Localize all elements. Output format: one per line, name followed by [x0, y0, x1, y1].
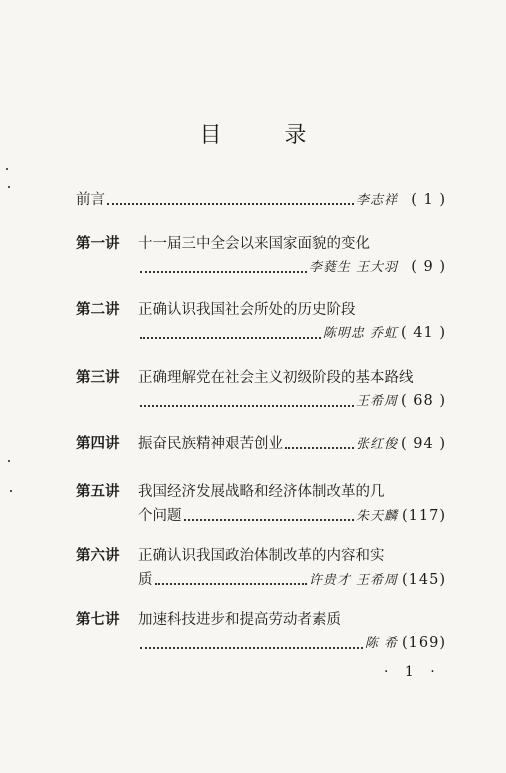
lecture-number: 第二讲: [76, 301, 120, 318]
lecture-number: 第七讲: [76, 611, 120, 628]
leader-dots: [140, 337, 321, 339]
entry-title: 正确理解党在社会主义初级阶段的基本路线: [138, 370, 414, 386]
entry-title: 我国经济发展战略和经济体制改革的几: [138, 484, 385, 500]
leader-dots: [140, 271, 307, 273]
toc-entry-lecture-2: [76, 298, 446, 346]
entry-title: 正确认识我国政治体制改革的内容和实: [138, 548, 385, 564]
entry-page: ( 9 ): [411, 259, 446, 275]
lecture-number: 第三讲: [76, 369, 120, 386]
entry-page: (169): [402, 635, 446, 651]
entry-author: 张红俊: [355, 437, 398, 452]
entry-title: 前言: [76, 192, 105, 208]
leader-dots: [155, 583, 307, 585]
lecture-number: 第六讲: [76, 547, 120, 564]
leader-dots: [140, 405, 354, 407]
leader-dots: [184, 519, 354, 521]
entry-page: ( 1 ): [411, 192, 446, 208]
scan-speck: [6, 168, 8, 170]
toc-entry-lecture-1: [76, 232, 446, 280]
toc-entry-lecture-3: [76, 366, 446, 414]
entry-author: 李蕤生 王大羽: [308, 260, 398, 275]
entry-page: ( 68 ): [401, 393, 446, 409]
entry-page: ( 41 ): [401, 325, 446, 341]
entry-title: 加速科技进步和提高劳动者素质: [138, 612, 341, 628]
entry-author: 许贵才 王希周: [308, 573, 398, 588]
leader-dots: [107, 203, 354, 205]
toc-entry-lecture-5: [76, 480, 446, 528]
toc-entry-lecture-7: [76, 608, 446, 656]
toc-entry-lecture-6: [76, 544, 446, 592]
page-number: · 1 ·: [384, 664, 441, 680]
entry-author: 李志祥: [355, 193, 398, 208]
entry-title: 正确认识我国社会所处的历史阶段: [138, 302, 356, 318]
scan-speck: [8, 186, 10, 188]
entry-title: 振奋民族精神艰苦创业: [138, 436, 283, 452]
scan-speck: [8, 460, 10, 462]
entry-author: 王希周: [355, 394, 398, 409]
entry-author: 朱天麟: [355, 509, 398, 524]
entry-title-continued: 质: [138, 572, 153, 588]
leader-dots: [140, 647, 363, 649]
entry-title: 十一届三中全会以来国家面貌的变化: [138, 236, 370, 252]
entry-page: (117): [402, 508, 446, 524]
toc-entry-preface: [76, 188, 446, 212]
page-title: 目 录: [199, 123, 335, 148]
entry-title-continued: 个问题: [138, 508, 182, 524]
lecture-number: 第四讲: [76, 435, 120, 452]
lecture-number: 第一讲: [76, 235, 120, 252]
lecture-number: 第五讲: [76, 483, 120, 500]
scan-speck: [10, 490, 12, 492]
entry-author: 陈 希: [364, 636, 398, 651]
entry-page: (145): [402, 572, 446, 588]
entry-page: ( 94 ): [401, 436, 446, 452]
toc-entry-lecture-4: [76, 432, 446, 456]
entry-author: 陈明忠 乔虹: [322, 326, 398, 341]
leader-dots: [285, 447, 354, 449]
